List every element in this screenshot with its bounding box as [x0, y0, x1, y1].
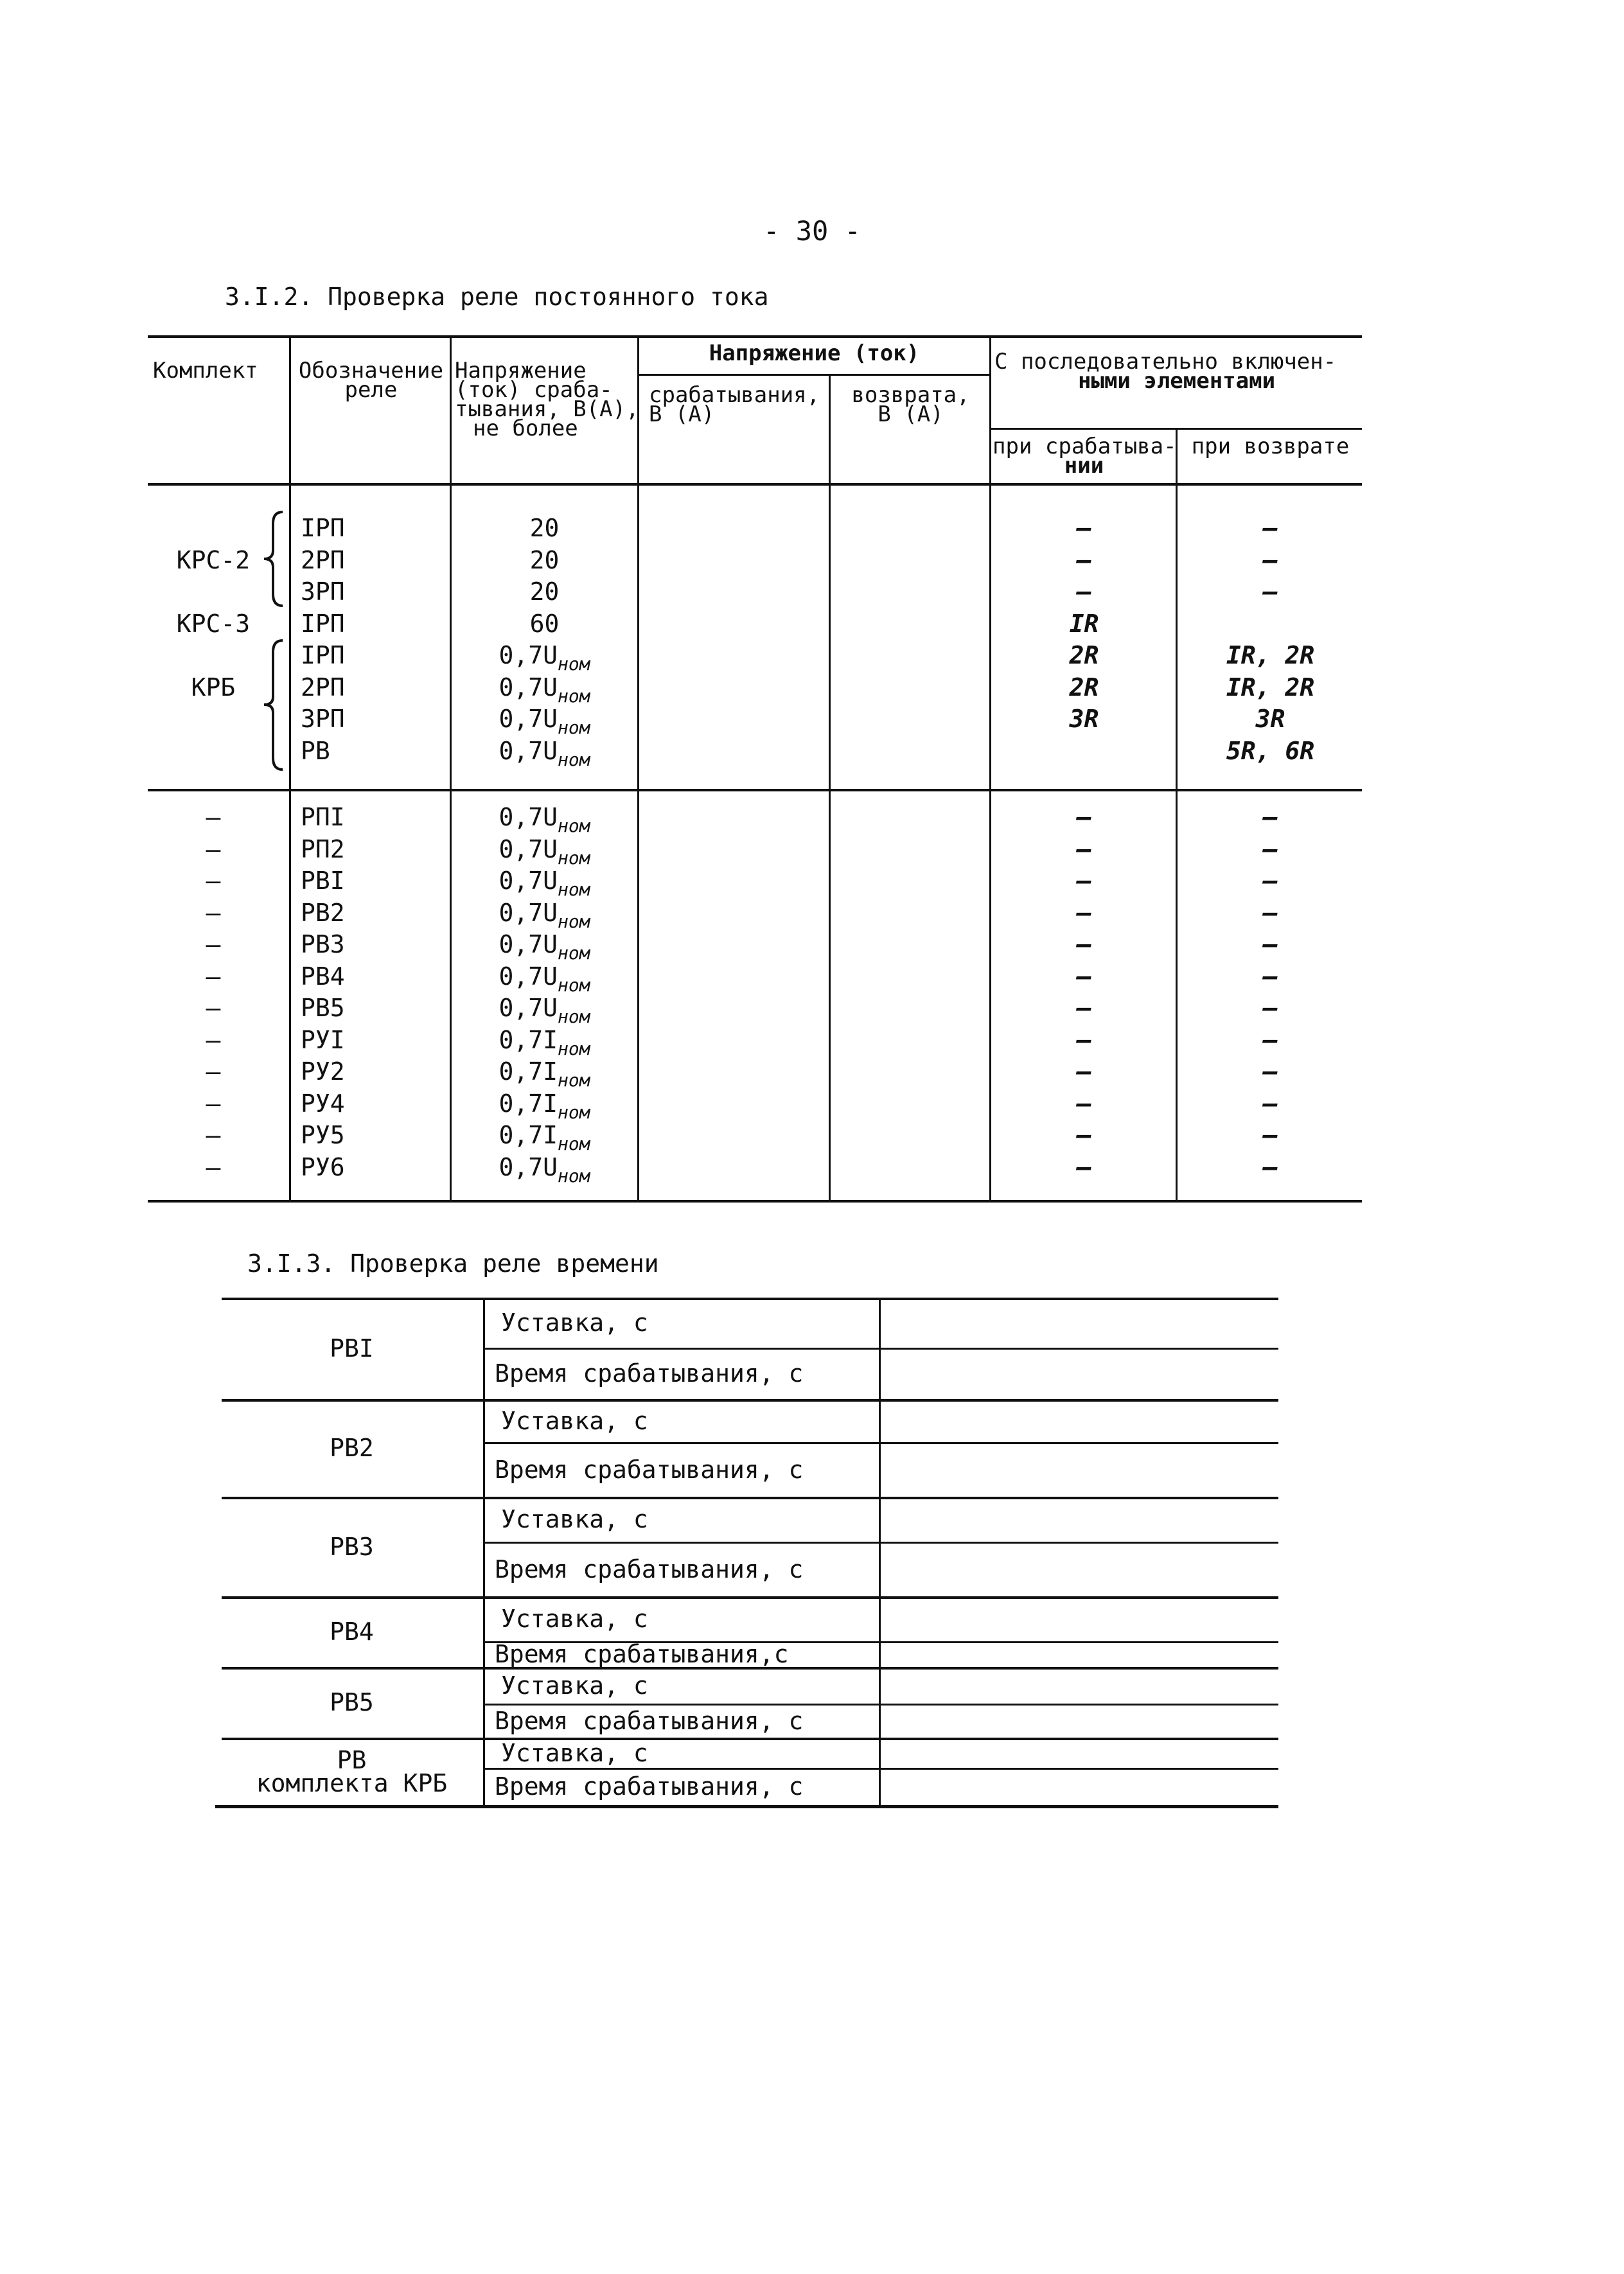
row-pri-vozvrate: –	[1263, 994, 1278, 1022]
row-pri-vozvrate: 5R, 6R	[1226, 736, 1315, 765]
row-kit: –	[206, 962, 221, 991]
row-relay-designation: PB4	[301, 962, 345, 991]
brace-krb	[260, 639, 286, 771]
time-relay-designation: PB4	[330, 1617, 374, 1646]
value-vremya-cell[interactable]	[881, 1350, 1278, 1398]
row-threshold: $0,7I_{ном}$	[499, 1025, 590, 1059]
row-relay-designation: IPП	[301, 641, 345, 669]
row-relay-designation: PB5	[301, 994, 345, 1022]
row-relay-designation: PПI	[301, 803, 345, 831]
row-kit: –	[206, 930, 221, 958]
row-pri-srabatyvanii: –	[1077, 1121, 1091, 1149]
row-threshold: $0,7U_{ном}$	[499, 1152, 590, 1186]
row-pri-srabatyvanii: –	[1077, 930, 1091, 958]
row-relay-designation: PУ5	[301, 1121, 345, 1149]
row-pri-srabatyvanii: –	[1077, 514, 1091, 542]
vremya-srabatyvaniya-label: Время срабатывания,с	[495, 1640, 789, 1668]
row-threshold: $0,7U_{ном}$	[499, 962, 590, 996]
value-vremya-cell[interactable]	[881, 1706, 1278, 1736]
row-pri-vozvrate: –	[1263, 962, 1278, 991]
row-pri-srabatyvanii: –	[1077, 577, 1091, 606]
row-relay-designation: IPП	[301, 609, 345, 638]
row-relay-designation: PB	[301, 736, 330, 765]
row-relay-designation: PУ2	[301, 1057, 345, 1086]
row-threshold: $0,7U_{ном}$	[499, 736, 590, 770]
ustavka-label: Уставка, с	[501, 1505, 648, 1533]
row-pri-vozvrate: –	[1263, 834, 1278, 863]
time-relay-designation: PB3	[330, 1532, 374, 1561]
row-kit: –	[206, 1025, 221, 1054]
row-kit: –	[206, 1089, 221, 1118]
row-relay-designation: PB2	[301, 898, 345, 927]
row-pri-vozvrate: –	[1263, 867, 1278, 895]
row-threshold: $0,7U_{ном}$	[499, 641, 590, 674]
row-kit: КРС-3	[176, 609, 251, 638]
header-vozvrata: возврата, В (А)	[851, 382, 970, 427]
row-relay-designation: PУ4	[301, 1089, 345, 1118]
ustavka-label: Уставка, с	[501, 1671, 648, 1700]
vremya-srabatyvaniya-label: Время срабатывания, с	[495, 1359, 804, 1388]
row-threshold: 60	[529, 609, 560, 638]
row-pri-srabatyvanii: –	[1077, 1152, 1091, 1181]
row-pri-srabatyvanii: –	[1077, 1089, 1091, 1118]
row-threshold: $0,7U_{ном}$	[499, 994, 590, 1027]
header-pri-srabatyvanii: при срабатыва- нии	[993, 434, 1177, 479]
row-kit: КРС-2	[176, 545, 251, 574]
row-pri-vozvrate: 3R	[1255, 705, 1285, 733]
row-pri-vozvrate: IR, 2R	[1226, 673, 1315, 701]
row-relay-designation: PBI	[301, 867, 345, 895]
vremya-srabatyvaniya-label: Время срабатывания, с	[495, 1555, 804, 1583]
row-threshold: $0,7I_{ном}$	[499, 1057, 590, 1091]
row-pri-vozvrate: –	[1263, 545, 1278, 574]
header-komplekt: Комплект	[153, 358, 258, 383]
value-vremya-cell[interactable]	[881, 1544, 1278, 1595]
row-pri-vozvrate: –	[1263, 1121, 1278, 1149]
row-kit: КРБ	[191, 673, 236, 701]
row-threshold: $0,7U_{ном}$	[499, 898, 590, 932]
row-pri-vozvrate: –	[1263, 514, 1278, 542]
row-kit: –	[206, 867, 221, 895]
row-pri-srabatyvanii: –	[1077, 1025, 1091, 1054]
value-ustavka-cell[interactable]	[881, 1402, 1278, 1441]
row-pri-vozvrate: –	[1263, 1152, 1278, 1181]
header-oboznachenie: Обозначение реле	[298, 358, 444, 403]
row-pri-srabatyvanii: IR	[1069, 609, 1099, 638]
row-pri-srabatyvanii: 2R	[1069, 673, 1099, 701]
row-kit: –	[206, 803, 221, 831]
vremya-srabatyvaniya-label: Время срабатывания, с	[495, 1455, 804, 1484]
row-kit: –	[206, 1121, 221, 1149]
row-relay-designation: 2PП	[301, 545, 345, 574]
row-pri-srabatyvanii: 2R	[1069, 641, 1099, 669]
row-pri-vozvrate: IR, 2R	[1226, 641, 1315, 669]
row-relay-designation: 2PП	[301, 673, 345, 701]
row-threshold: $0,7U_{ном}$	[499, 867, 590, 900]
row-kit: –	[206, 834, 221, 863]
row-relay-designation: IPП	[301, 514, 345, 542]
value-ustavka-cell[interactable]	[881, 1670, 1278, 1702]
row-pri-vozvrate: –	[1263, 1089, 1278, 1118]
row-pri-vozvrate: –	[1263, 930, 1278, 958]
value-ustavka-cell[interactable]	[881, 1300, 1278, 1346]
ustavka-label: Уставка, с	[501, 1309, 648, 1337]
row-kit: –	[206, 1057, 221, 1086]
time-relay-designation: PBI	[330, 1334, 374, 1362]
header-group-napryazhenie-tok: Напряжение (ток)	[709, 340, 920, 366]
row-pri-vozvrate: –	[1263, 577, 1278, 606]
row-relay-designation: PB3	[301, 930, 345, 958]
ustavka-label: Уставка, с	[501, 1738, 648, 1767]
row-threshold: $0,7U_{ном}$	[499, 834, 590, 868]
row-pri-srabatyvanii: –	[1077, 545, 1091, 574]
row-threshold: $0,7U_{ном}$	[499, 673, 590, 707]
row-pri-srabatyvanii: –	[1077, 834, 1091, 863]
row-kit: –	[206, 1152, 221, 1181]
row-relay-designation: PУ6	[301, 1152, 345, 1181]
ustavka-label: Уставка, с	[501, 1406, 648, 1435]
row-pri-srabatyvanii: –	[1077, 994, 1091, 1022]
row-threshold: $0,7I_{ном}$	[499, 1121, 590, 1154]
row-relay-designation: PП2	[301, 834, 345, 863]
row-pri-srabatyvanii: –	[1077, 803, 1091, 831]
row-relay-designation: PУI	[301, 1025, 345, 1054]
vremya-srabatyvaniya-label: Время срабатывания, с	[495, 1706, 804, 1735]
value-vremya-cell[interactable]	[881, 1644, 1278, 1666]
section-heading-time-relays: 3.I.3. Проверка реле времени	[247, 1249, 659, 1278]
page-number: - 30 -	[763, 215, 861, 247]
value-ustavka-cell[interactable]	[881, 1599, 1278, 1640]
row-kit: –	[206, 994, 221, 1022]
row-threshold: $0,7U_{ном}$	[499, 705, 590, 738]
row-threshold: 20	[529, 545, 560, 574]
time-relay-designation: PB комплекта КРБ	[256, 1745, 448, 1797]
row-pri-vozvrate: –	[1263, 898, 1278, 927]
row-pri-srabatyvanii: –	[1077, 962, 1091, 991]
header-posledovatelno: С последовательно включен- ными элементами	[994, 349, 1337, 394]
row-pri-srabatyvanii: 3R	[1069, 705, 1099, 733]
row-relay-designation: 3PП	[301, 577, 345, 606]
header-pri-vozvrate: при возврате	[1191, 434, 1350, 459]
row-threshold: $0,7U_{ном}$	[499, 803, 590, 836]
value-vremya-cell[interactable]	[881, 1445, 1278, 1495]
value-ustavka-cell[interactable]	[881, 1740, 1278, 1767]
row-threshold: $0,7U_{ном}$	[499, 930, 590, 964]
value-ustavka-cell[interactable]	[881, 1499, 1278, 1540]
ustavka-label: Уставка, с	[501, 1605, 648, 1633]
time-relay-designation: PB2	[330, 1434, 374, 1462]
header-napryazhenie: Напряжение (ток) сраба- тывания, В(А), не более	[455, 358, 639, 441]
vremya-srabatyvaniya-label: Время срабатывания, с	[495, 1772, 804, 1801]
row-threshold: $0,7I_{ном}$	[499, 1089, 590, 1123]
row-pri-srabatyvanii: –	[1077, 898, 1091, 927]
time-relay-designation: PB5	[330, 1688, 374, 1716]
row-kit: –	[206, 898, 221, 927]
row-pri-vozvrate: –	[1263, 803, 1278, 831]
value-vremya-cell[interactable]	[881, 1770, 1278, 1804]
header-srabatyvaniya: срабатывания, В (А)	[649, 382, 820, 427]
section-heading-dc-relays: 3.I.2. Проверка реле постоянного тока	[225, 283, 769, 311]
row-pri-srabatyvanii: –	[1077, 1057, 1091, 1086]
row-pri-vozvrate: –	[1263, 1057, 1278, 1086]
row-pri-vozvrate: –	[1263, 1025, 1278, 1054]
row-threshold: 20	[529, 514, 560, 542]
row-pri-srabatyvanii: –	[1077, 867, 1091, 895]
row-relay-designation: 3PП	[301, 705, 345, 733]
row-threshold: 20	[529, 577, 560, 606]
